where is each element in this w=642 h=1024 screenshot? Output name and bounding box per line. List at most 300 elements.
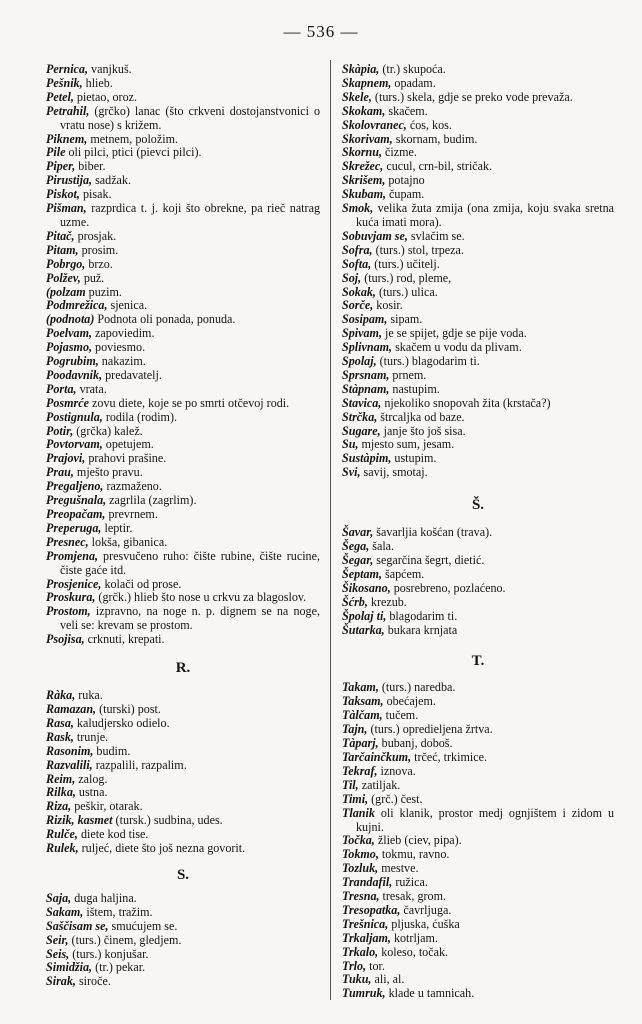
definition: kotrljam.: [390, 930, 438, 945]
headword: Skokam,: [342, 103, 386, 118]
dictionary-entry: [342, 751, 614, 765]
definition: predavatelj.: [102, 367, 162, 382]
definition: (turs.) konjušar.: [69, 946, 149, 961]
dictionary-entry: [342, 105, 614, 119]
column-divider: [330, 60, 331, 1000]
dictionary-entry: [46, 63, 320, 77]
dictionary-entry: [46, 91, 320, 105]
dictionary-entry: [46, 842, 320, 856]
definition: ištem, tražim.: [83, 904, 153, 919]
dictionary-entry: [342, 146, 614, 160]
dictionary-entry: [46, 341, 320, 355]
dictionary-entry: [342, 327, 614, 341]
sh-entries: [342, 526, 614, 637]
headword: Pojasmo,: [46, 340, 93, 355]
definition: štrcaljka od baze.: [377, 409, 465, 424]
dictionary-entry: [342, 904, 614, 918]
headword: Šavar,: [342, 525, 374, 540]
headword: Rulče,: [46, 827, 78, 842]
dictionary-entry: [342, 258, 614, 272]
definition: šapćem.: [381, 566, 425, 581]
headword: Tarčainčkum,: [342, 749, 412, 764]
dictionary-entry: [342, 133, 614, 147]
dictionary-entry: [46, 299, 320, 313]
definition: zovu diete, koje se po smrti otčevoj rodi.: [89, 395, 290, 410]
dictionary-entry: [46, 411, 320, 425]
section-heading-s: S.: [176, 866, 190, 883]
headword: Pišman,: [46, 201, 87, 216]
definition: blagodarim ti.: [386, 608, 458, 623]
r-entries: [46, 689, 320, 856]
definition: zapoviedim.: [92, 326, 155, 341]
headword: Trandafil,: [342, 875, 393, 890]
definition: čavrljuga.: [400, 902, 452, 917]
dictionary-entry: [46, 160, 320, 174]
dictionary-entry: [342, 765, 614, 779]
definition: velika žuta zmija (ona zmija, koju svaka sretna kuća imati mora).: [356, 201, 614, 229]
dictionary-entry: [342, 946, 614, 960]
headword: Promjena,: [46, 548, 99, 563]
headword: Petel,: [46, 89, 74, 104]
headword: Pregušnala,: [46, 493, 107, 508]
headword: Tozluk,: [342, 861, 379, 876]
headword: Spivam,: [342, 326, 382, 341]
definition: kosir.: [373, 298, 403, 313]
headword: Splivnam,: [342, 340, 393, 355]
definition: peškir, otarak.: [71, 799, 143, 814]
headword: Tresopatka,: [342, 902, 401, 917]
dictionary-entry: [342, 188, 614, 202]
dictionary-entry: [46, 202, 320, 230]
dictionary-entry: [342, 932, 614, 946]
dictionary-entry: [46, 786, 320, 800]
dictionary-entry: [342, 119, 614, 133]
definition: ali, al.: [371, 972, 405, 987]
definition: sipam.: [387, 312, 423, 327]
definition: čizme.: [382, 145, 417, 160]
definition: pljuska, ćuška: [388, 916, 460, 931]
definition: biber.: [75, 159, 106, 174]
definition: trčeć, trkimice.: [411, 749, 487, 764]
headword: Podmrežica,: [46, 298, 108, 313]
dictionary-entry: [46, 244, 320, 258]
dictionary-entry: [46, 452, 320, 466]
headword: Preopačam,: [46, 507, 106, 521]
dictionary-entry: [342, 355, 614, 369]
section-heading-sh: Š.: [471, 497, 485, 514]
definition: šavarljia košćan (trava).: [373, 525, 493, 540]
definition: diete kod tise.: [77, 827, 149, 842]
headword: Porta,: [46, 381, 77, 396]
dictionary-entry: [342, 438, 614, 452]
definition: leptir.: [101, 520, 133, 535]
headword: Pernica,: [46, 62, 88, 76]
definition: ustna.: [75, 785, 108, 800]
definition: hlieb.: [82, 75, 113, 90]
definition: poviesmo.: [92, 340, 146, 355]
headword: Šikosano,: [342, 580, 391, 595]
definition: metnem, položim.: [87, 131, 179, 146]
headword: Rasonim,: [46, 743, 94, 758]
definition: sjenica.: [107, 298, 148, 313]
headword: Pitam,: [46, 242, 79, 257]
dictionary-entry: [46, 578, 320, 592]
definition: opetujem.: [102, 437, 154, 452]
headword: Postignula,: [46, 409, 103, 424]
headword: Simidžia,: [46, 960, 93, 975]
headword: Su,: [342, 437, 359, 452]
definition: razprdica t. j. koji što obrekne, pa rieč natrag uzme.: [60, 201, 320, 229]
headword: Pregaljeno,: [46, 479, 104, 494]
dictionary-entry: [342, 160, 614, 174]
dictionary-entry: [342, 890, 614, 904]
headword: Šutarka,: [342, 622, 385, 637]
dictionary-entry: [46, 494, 320, 508]
definition: janje što još sisa.: [380, 423, 466, 438]
dictionary-entry: [46, 934, 320, 948]
headword: Sprsnam,: [342, 367, 390, 382]
dictionary-entry: [342, 918, 614, 932]
definition: savij, smotaj.: [360, 465, 428, 480]
s-entries: [46, 892, 320, 989]
dictionary-entry: [342, 568, 614, 582]
headword: Ramazan,: [46, 701, 97, 716]
dictionary-entry: [342, 91, 614, 105]
headword: Pirustija,: [46, 173, 93, 188]
headword: Tàparj,: [342, 736, 379, 751]
headword: Smok,: [342, 201, 374, 216]
definition: klade u tamnicah.: [385, 986, 475, 1001]
headword: Rask,: [46, 729, 74, 744]
headword: Rulek,: [46, 841, 79, 856]
headword: Skorivam,: [342, 131, 393, 146]
dictionary-entry: [342, 466, 614, 480]
dictionary-entry: [46, 397, 320, 411]
definition: (turski) post.: [96, 701, 161, 716]
dictionary-entry: [342, 848, 614, 862]
definition: vanjkuš.: [88, 62, 132, 76]
dictionary-entry: [342, 624, 614, 638]
dictionary-entry: [342, 341, 614, 355]
dictionary-entry: [46, 591, 320, 605]
headword: Seir,: [46, 932, 69, 947]
dictionary-entry: [46, 633, 320, 647]
dictionary-entry: [342, 425, 614, 439]
headword: Špolaj ti,: [342, 608, 387, 623]
dictionary-entry: [46, 327, 320, 341]
definition: prnem.: [389, 367, 427, 382]
definition: duga haljina.: [71, 890, 137, 905]
dictionary-entry: [342, 452, 614, 466]
definition: potajno: [385, 173, 425, 188]
dictionary-entry: [342, 681, 614, 695]
definition: (turs.) činem, gledjem.: [68, 932, 182, 947]
p-entries: [46, 63, 320, 647]
headword: Saja,: [46, 890, 72, 905]
headword: Poelvam,: [46, 326, 93, 341]
definition: kaludjersko odielo.: [73, 715, 170, 730]
dictionary-entry: [46, 773, 320, 787]
section-heading-r: R.: [175, 660, 191, 677]
headword: Skàpia,: [342, 62, 380, 76]
headword: Skrišem,: [342, 173, 386, 188]
definition: siroče.: [75, 974, 111, 989]
dictionary-entry: [342, 369, 614, 383]
definition: puž.: [80, 270, 105, 285]
definition: prahovi prašine.: [85, 451, 167, 466]
definition: šala.: [369, 539, 395, 554]
definition: (tr.) pekar.: [92, 960, 146, 975]
headword: Spolaj,: [342, 354, 377, 369]
headword: Pobrgo,: [46, 256, 86, 271]
definition: (tursk.) sudbina, udes.: [112, 813, 223, 828]
headword: Ràka,: [46, 688, 76, 703]
dictionary-entry: [342, 973, 614, 987]
dictionary-entry: [46, 536, 320, 550]
headword: Takam,: [342, 680, 379, 695]
definition: opadam.: [391, 75, 436, 90]
headword: Tresna,: [342, 889, 380, 904]
dictionary-entry: [342, 299, 614, 313]
s-continued-entries: [342, 63, 614, 480]
headword: Polžev,: [46, 270, 81, 285]
dictionary-entry: [342, 526, 614, 540]
dictionary-entry: [342, 695, 614, 709]
headword: Sofra,: [342, 242, 373, 257]
dictionary-entry: [46, 605, 320, 633]
definition: nakazim.: [98, 354, 146, 369]
dictionary-entry: [46, 133, 320, 147]
dictionary-entry: [46, 892, 320, 906]
dictionary-entry: [46, 188, 320, 202]
headword: Skolovranec,: [342, 117, 407, 132]
page-number: — 536 —: [283, 22, 359, 41]
dictionary-entry: [46, 425, 320, 439]
headword: Reim,: [46, 771, 76, 786]
definition: tor.: [366, 958, 385, 973]
dictionary-entry: [342, 737, 614, 751]
definition: koleso, točak.: [378, 944, 449, 959]
definition: puzim.: [85, 284, 122, 299]
headword: Rizik, kasmet: [46, 813, 113, 828]
headword: Tajn,: [342, 722, 368, 737]
headword: Skornu,: [342, 145, 383, 160]
definition: (grčka) kalež.: [73, 423, 143, 438]
definition: pietao, oroz.: [73, 89, 138, 104]
headword: Piper,: [46, 159, 76, 174]
headword: Trkalo,: [342, 944, 379, 959]
dictionary-entry: [46, 355, 320, 369]
definition: oli pilci, ptici (pievci pilci).: [65, 145, 202, 160]
headword: Soj,: [342, 270, 362, 285]
definition: ustupim.: [391, 451, 437, 466]
definition: žlieb (ciev, pipa).: [374, 833, 462, 848]
dictionary-entry: [342, 807, 614, 835]
headword: Povtorvam,: [46, 437, 103, 452]
headword: Sirak,: [46, 974, 76, 989]
dictionary-entry: [46, 313, 320, 327]
definition: nastupim.: [389, 381, 440, 396]
definition: (turs.) blagodarim ti.: [376, 354, 480, 369]
dictionary-entry: [342, 987, 614, 1001]
headword: Tumruk,: [342, 986, 386, 1001]
dictionary-entry: [46, 906, 320, 920]
definition: (turs.) učitelj.: [371, 256, 440, 271]
dictionary-entry: [342, 596, 614, 610]
definition: zalog.: [75, 771, 108, 786]
dictionary-entry: [342, 313, 614, 327]
dictionary-entry: [46, 814, 320, 828]
dictionary-entry: [342, 383, 614, 397]
headword: Piskot,: [46, 187, 80, 202]
definition: smućujem se.: [108, 918, 178, 933]
headword: Tekraf,: [342, 763, 378, 778]
headword: Pešnik,: [46, 75, 83, 90]
left-column: [46, 63, 320, 989]
headword: Seis,: [46, 946, 70, 961]
definition: segarčina šegrt, dietić.: [373, 553, 485, 567]
headword: Prosjenice,: [46, 576, 102, 591]
definition: bukara krnjata: [384, 622, 458, 637]
headword: Strčka,: [342, 409, 378, 424]
headword: Skapnem,: [342, 75, 392, 90]
definition: (grč.) čest.: [368, 791, 423, 806]
definition: krezub.: [367, 594, 407, 609]
headword: Sugare,: [342, 423, 381, 438]
headword: Proskura,: [46, 590, 96, 605]
headword: Razvalili,: [46, 757, 93, 772]
dictionary-entry: [342, 779, 614, 793]
definition: vrata.: [76, 381, 107, 396]
headword: Trešnica,: [342, 916, 389, 931]
definition: mješto pravu.: [73, 465, 143, 480]
definition: skačem u vodu da plivam.: [392, 340, 522, 355]
definition: (grčko) lanac (što crkveni dostojanstvonici o vratu nose) s križem.: [60, 103, 320, 132]
headword: Tokmo,: [342, 847, 379, 862]
definition: ruljeć, diete što još nezna govorit.: [78, 841, 246, 856]
dictionary-entry: [46, 77, 320, 91]
headword: Poodavnik,: [46, 367, 103, 382]
dictionary-entry: [342, 793, 614, 807]
dictionary-entry: [342, 709, 614, 723]
definition: ruka.: [75, 688, 103, 703]
dictionary-entry: [342, 272, 614, 286]
definition: čupam.: [386, 187, 425, 202]
dictionary-entry: [46, 948, 320, 962]
definition: (turs.) rod, pleme,: [361, 270, 452, 285]
dictionary-entry: [46, 466, 320, 480]
definition: crknuti, krepati.: [84, 632, 165, 647]
definition: (turs.) opredieljena žrtva.: [367, 722, 493, 737]
definition: tresak, grom.: [379, 889, 447, 904]
dictionary-entry: [46, 258, 320, 272]
definition: presvučeno ruho: čište rubine, čište rucine, čiste gaće itd.: [60, 548, 320, 577]
definition: zagrlila (zagrlim).: [106, 493, 197, 508]
t-entries: [342, 681, 614, 1001]
headword: Pogrubim,: [46, 354, 99, 369]
definition: bubanj, doboš.: [378, 736, 453, 751]
dictionary-entry: [342, 77, 614, 91]
headword: Piknem,: [46, 131, 88, 146]
definition: skačem.: [385, 103, 428, 118]
headword: Petrahil,: [46, 103, 90, 118]
headword: Svi,: [342, 465, 361, 480]
headword: Posmrće: [46, 395, 89, 410]
headword: Skubam,: [342, 187, 387, 202]
headword: Preperuga,: [46, 520, 102, 535]
dictionary-entry: [342, 230, 614, 244]
dictionary-entry: [342, 582, 614, 596]
dictionary-entry: [46, 174, 320, 188]
headword: Pile: [46, 145, 66, 160]
definition: mestve.: [378, 861, 419, 876]
definition: sadžak.: [92, 173, 131, 188]
headword: Tuku,: [342, 972, 372, 987]
dictionary-entry: [46, 508, 320, 522]
dictionary-entry: [46, 800, 320, 814]
definition: cucul, crn-bil, stričak.: [383, 159, 493, 174]
headword: Rasa,: [46, 715, 74, 730]
dictionary-entry: [46, 717, 320, 731]
dictionary-entry: [46, 272, 320, 286]
dictionary-entry: [342, 554, 614, 568]
dictionary-entry: [342, 397, 614, 411]
dictionary-entry: [46, 438, 320, 452]
definition: njekoliko snopovah žita (krstača?): [381, 395, 551, 410]
headword: Pitač,: [46, 228, 75, 243]
headword: Šeptam,: [342, 566, 382, 581]
definition: iznova.: [377, 763, 416, 778]
definition: tokmu, ravno.: [378, 847, 450, 862]
definition: (turs.) naredba.: [378, 680, 456, 695]
definition: pisak.: [79, 187, 112, 202]
headword: Psojisa,: [46, 632, 85, 647]
definition: ćos, kos.: [406, 117, 452, 132]
headword: Til,: [342, 777, 359, 792]
headword: Prostom,: [46, 604, 91, 619]
definition: kolači od prose.: [101, 576, 182, 591]
definition: (tr.) skupoća.: [379, 62, 446, 76]
section-heading-t: T.: [471, 653, 485, 670]
definition: (turs.) skela, gdje se preko vode prevaža.: [371, 89, 573, 104]
headword: Stàpnam,: [342, 381, 390, 396]
dictionary-entry: [46, 961, 320, 975]
headword: Šega,: [342, 539, 370, 554]
definition: zatiljak.: [358, 777, 401, 792]
headword: Trlo,: [342, 958, 367, 973]
headword: Šegar,: [342, 553, 374, 567]
dictionary-entry: [342, 244, 614, 258]
definition: (grčk.) hlieb što nose u crkvu za blagoslov.: [95, 590, 307, 605]
definition: budim.: [93, 743, 131, 758]
dictionary-entry: [46, 522, 320, 536]
headword: Točka,: [342, 833, 375, 848]
dictionary-entry: [46, 703, 320, 717]
dictionary-entry: [342, 876, 614, 890]
dictionary-entry: [46, 105, 320, 133]
headword: Skele,: [342, 89, 372, 104]
definition: (turs.) stol, trpeza.: [372, 242, 464, 257]
headword: Potir,: [46, 423, 74, 438]
dictionary-entry: [46, 689, 320, 703]
definition: tučem.: [382, 708, 419, 723]
dictionary-entry: [342, 411, 614, 425]
definition: razmaženo.: [103, 479, 162, 494]
definition: rodila (rodim).: [102, 409, 178, 424]
definition: je se spijet, gdje se pije voda.: [381, 326, 527, 341]
headword: Šćrb,: [342, 594, 368, 609]
definition: oli klanik, prostor medj ognjištem i zidom u kujni.: [356, 805, 614, 834]
